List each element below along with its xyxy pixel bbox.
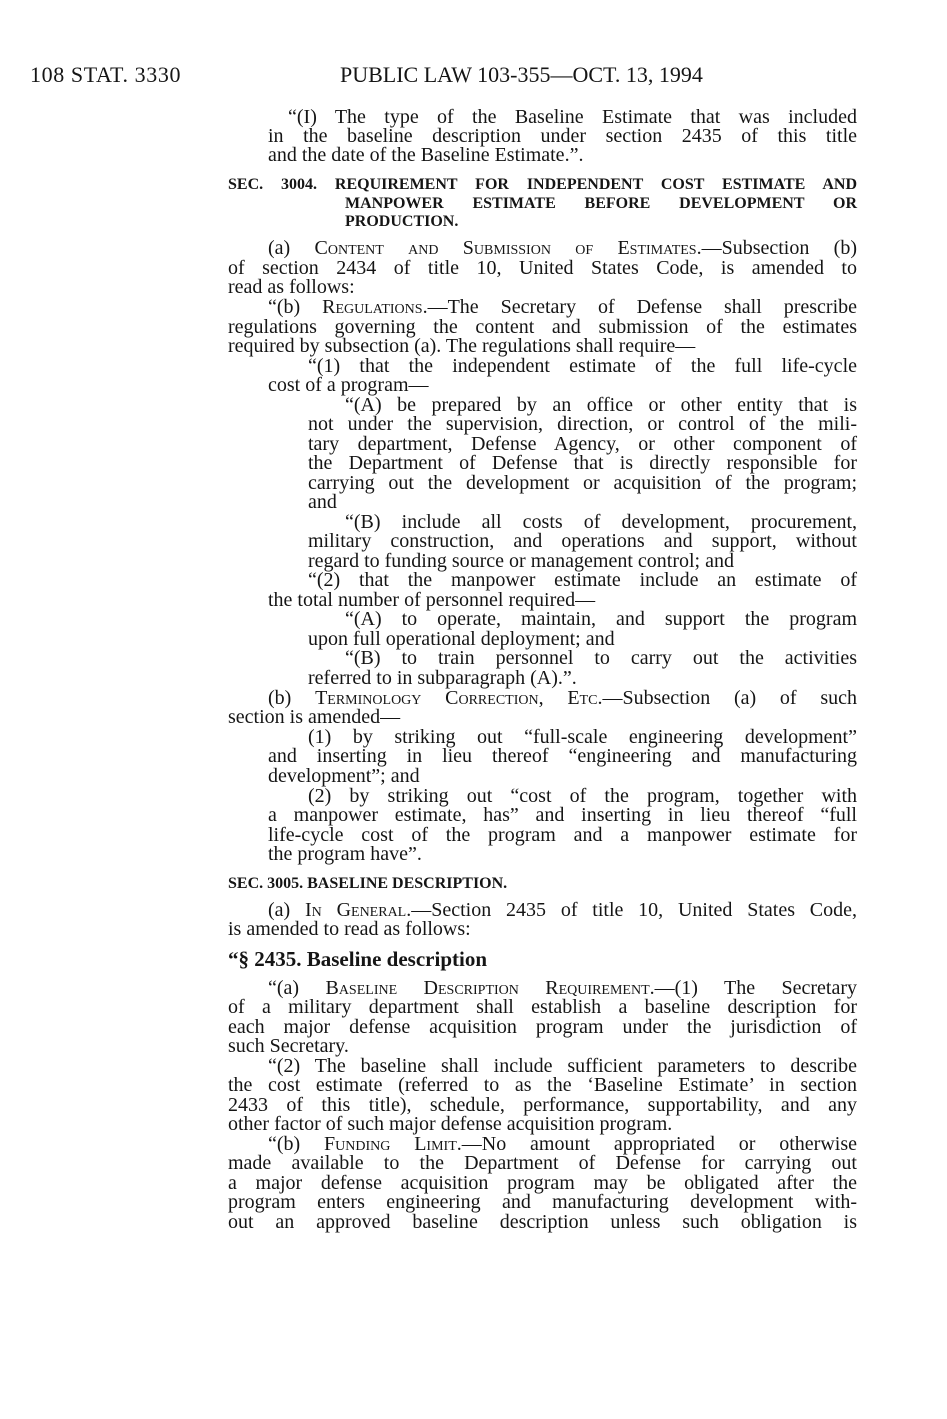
text-line: program enters engineering and manufacturing development with- — [228, 1191, 857, 1213]
text-line: 2433 of this title), schedule, performance, supportability, and any — [228, 1094, 857, 1116]
text-line: upon full operational deployment; and — [308, 628, 615, 650]
paragraph-label: “(b) — [268, 1133, 325, 1155]
text-line — [268, 1134, 857, 1154]
text-line: required by subsection (a). The regulations shall require— — [228, 335, 696, 357]
paragraph-label: (a) — [268, 237, 315, 259]
text-line: in the baseline description under section 2435 of this title — [268, 125, 857, 147]
text-line: development”; and — [268, 765, 420, 787]
text-line: and — [308, 491, 337, 513]
text-line: made available to the Department of Defense for carrying out — [228, 1152, 857, 1174]
paragraph-label: (a) — [268, 899, 305, 921]
text-run: .—No amount appropriated or otherwise — [456, 1133, 857, 1155]
text-line: of a military department shall establish a baseline description for — [228, 996, 857, 1018]
section-heading: PRODUCTION. — [345, 213, 459, 230]
text-line — [268, 238, 857, 258]
text-line: “(B) to train personnel to carry out the activities — [345, 647, 857, 669]
text-line: “(2) that the manpower estimate include an estimate of — [308, 569, 857, 591]
text-line: not under the supervision, direction, or control of the mili- — [308, 413, 857, 435]
text-line: a major defense acquisition program may be obligated after the — [228, 1172, 857, 1194]
text-line: of section 2434 of title 10, United States Code, is amended to — [228, 257, 857, 279]
text-line — [268, 688, 857, 708]
text-line: regard to funding source or management control; and — [308, 550, 734, 572]
text-run: .—The Secretary of Defense shall prescribe — [422, 296, 858, 318]
text-line: “(2) The baseline shall include sufficient parameters to describe — [268, 1055, 857, 1077]
text-line: and inserting in lieu thereof “engineering and manufacturing — [268, 745, 857, 767]
text-run: .—(1) The Secretary — [649, 977, 857, 999]
text-line: “(A) to operate, maintain, and support the program — [345, 608, 857, 630]
text-run: .—Subsection (b) — [696, 237, 858, 259]
text-run: .—Subsection (a) of such — [597, 687, 857, 709]
text-line: the cost estimate (referred to as the ‘Baseline Estimate’ in section — [228, 1074, 857, 1096]
subsection-caption: Content and Submission of Estimates — [314, 237, 697, 259]
text-line — [268, 900, 857, 920]
text-line: a manpower estimate, has” and inserting in lieu thereof “full — [268, 804, 857, 826]
text-line: (2) by striking out “cost of the program, together with — [308, 785, 857, 807]
subsection-caption: Terminology Correction, Etc — [315, 687, 598, 709]
text-line: referred to in subparagraph (A).”. — [308, 667, 577, 689]
text-line: out an approved baseline description unless such obligation is — [228, 1211, 857, 1233]
running-head: PUBLIC LAW 103-355—OCT. 13, 1994 — [340, 62, 703, 87]
section-heading: MANPOWER ESTIMATE BEFORE DEVELOPMENT OR — [345, 195, 857, 212]
text-line: regulations governing the content and submission of the estimates — [228, 316, 857, 338]
text-line: life-cycle cost of the program and a manpower estimate for — [268, 824, 857, 846]
text-line: tary department, Defense Agency, or other component of — [308, 433, 857, 455]
text-line: “(1) that the independent estimate of the full life-cycle — [308, 355, 857, 377]
text-line: the program have”. — [268, 843, 422, 865]
paragraph-label: (b) — [268, 687, 316, 709]
text-line: “(B) include all costs of development, procurement, — [345, 511, 857, 533]
text-line: such Secretary. — [228, 1035, 349, 1057]
subsection-caption: Regulations — [322, 296, 423, 318]
section-heading: SEC. 3005. BASELINE DESCRIPTION. — [228, 875, 508, 892]
paragraph-label: “(b) — [268, 296, 323, 318]
text-line: “(A) be prepared by an office or other entity that is — [345, 394, 857, 416]
text-line: other factor of such major defense acquisition program. — [228, 1113, 673, 1135]
text-line: the Department of Defense that is directly responsible for — [308, 452, 857, 474]
subsection-caption: Funding Limit — [324, 1133, 457, 1155]
section-heading: SEC. 3004. REQUIREMENT FOR INDEPENDENT COST ESTIMATE AND — [228, 176, 857, 193]
text-line: is amended to read as follows: — [228, 918, 471, 940]
subsection-caption: Baseline Description Requirement — [325, 977, 650, 999]
text-line: read as follows: — [228, 276, 355, 298]
text-line: section is amended— — [228, 706, 401, 728]
text-line: each major defense acquisition program under the jurisdiction of — [228, 1016, 857, 1038]
paragraph-label: “(a) — [268, 977, 326, 999]
text-line: carrying out the development or acquisition of the program; — [308, 472, 857, 494]
text-line: the total number of personnel required— — [268, 589, 596, 611]
subsection-caption: In General — [305, 899, 407, 921]
text-line — [268, 978, 857, 998]
text-line: and the date of the Baseline Estimate.”. — [268, 144, 584, 166]
page-citation: 108 STAT. 3330 — [30, 62, 182, 87]
text-run: .—Section 2435 of title 10, United States Code, — [406, 899, 857, 921]
text-line: cost of a program— — [268, 374, 429, 396]
code-section-heading: “§ 2435. Baseline description — [228, 947, 488, 971]
text-line: “(I) The type of the Baseline Estimate that was included — [288, 106, 857, 128]
text-line — [268, 297, 857, 317]
text-line: (1) by striking out “full-scale engineering development” — [308, 726, 857, 748]
text-line: military construction, and operations and support, without — [308, 530, 857, 552]
